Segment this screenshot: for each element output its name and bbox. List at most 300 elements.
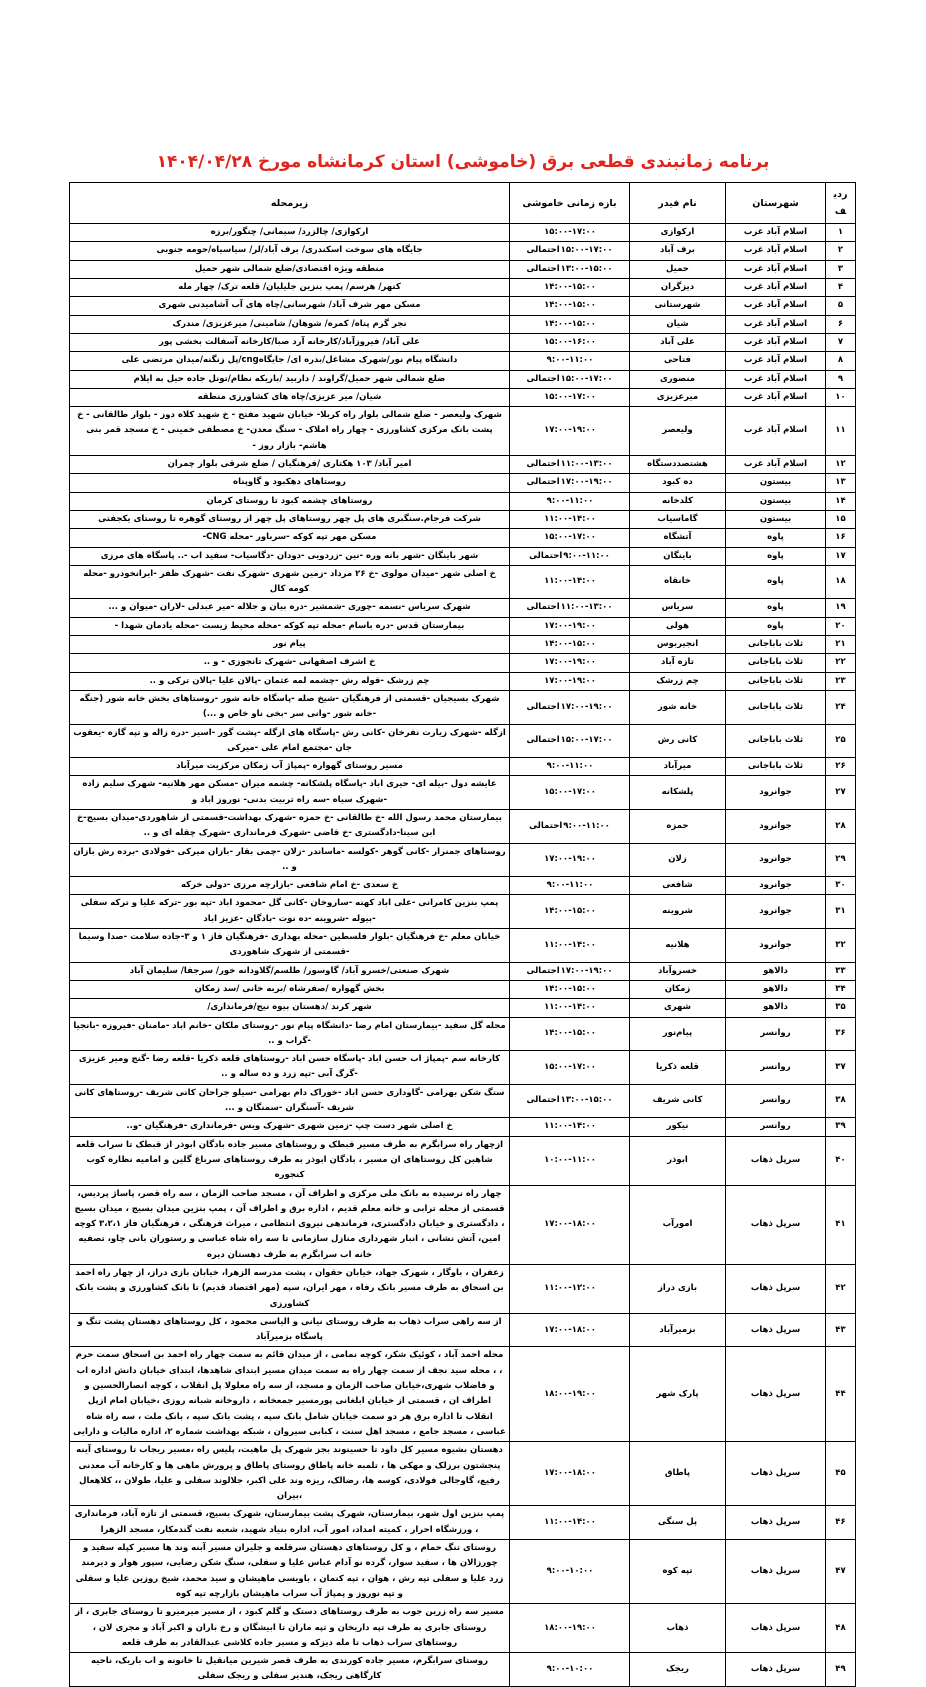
table-row [70,529,856,547]
cell-area: دانشگاه پیام نور/شهرک مشاغل/بدره ای/ جایگاهcng/پل زنگنه/میدان مرتضی علی [70,352,510,370]
table-row [70,776,856,810]
cell-area: بیمارستان قدس -دره باسام -محله تپه کوکه -محله محیط زیست -محله یادمان شهدا - [70,617,510,635]
time-range: ۱۱:۰۰-۱۴:۰۰ [544,576,596,587]
cell-county: جوانرود [726,929,826,963]
cell-feeder: تپه کوه [630,1540,726,1604]
cell-county: سرپل ذهاب [726,1506,826,1540]
cell-time [510,724,630,758]
table-row [70,617,856,635]
cell-row-number: ۴۱ [826,1185,856,1264]
table-row [70,1313,856,1347]
table-row [70,636,856,654]
cell-row-number: ۴۴ [826,1347,856,1442]
table-row [70,929,856,963]
table-row [70,352,856,370]
probable-label: احتمالی [526,735,560,746]
cell-county: روانسر [726,1118,826,1136]
cell-area: شهرک بسیجیان -قسمتی از فرهنگیان -شیخ صله -پاسگاه خانه شور -روستاهای بخش خانه شور (جنگه -خانه شور -وانی سر -بخی ناو خاص و ...) [70,690,510,724]
page-title: برنامه زمانبندی قطعی برق (خاموشی) استان کرمانشاه مورخ ۱۴۰۴/۰۴/۲۸ [156,152,770,172]
cell-row-number: ۱۷ [826,547,856,565]
cell-feeder: کانی رش [630,724,726,758]
cell-county: روانسر [726,1017,826,1051]
cell-area: روستای سرابگرم، مسیر جاده کورندی به طرف قصر شیرین میانقیل تا خانونه و اب باریک، ناحیه کارگاهی ریجک، هندیر سفلی و ریجک سفلی [70,1653,510,1687]
cell-feeder: کلدخانه [630,492,726,510]
cell-area: شهر باینگان -شهر بانه وره -نین -زردویی -دودان -دگاسیاب- سفید اب -.. پاسگاه های مرزی [70,547,510,565]
cell-time [510,565,630,599]
cell-time [510,474,630,492]
time-range: ۱۷:۰۰-۱۹:۰۰ [544,675,596,686]
header-time: بازه زمانی خاموشی [510,183,630,224]
cell-feeder: باینگان [630,547,726,565]
cell-time [510,315,630,333]
cell-area: دهستان بشیوه مسیر کل داود تا حسینوند بجز شهرک پل ماهیت، پلیس راه ،مسیر ریجاب تا روستای آینه پنجشتون برزلک و مهکی ها ، تلمبه خانه پاطاق روستای پاطاق و پرورش ماهی ها و کارخانه آب معدنی رفیع، گاوجالی فولادی، کوسه ها، رضالک، ریزه وند علی اکبر، جلالوند سفلی و علیا، طولان ،، کلاهعال ،بیران [70,1442,510,1506]
table-row [70,843,856,877]
cell-county: اسلام آباد غرب [726,333,826,351]
cell-time [510,672,630,690]
cell-county: اسلام آباد غرب [726,315,826,333]
table-row [70,1051,856,1085]
cell-time [510,492,630,510]
cell-feeder: ده کبود [630,474,726,492]
table-row [70,1540,856,1604]
table-row [70,510,856,528]
cell-county: سرپل ذهاب [726,1604,826,1653]
cell-time [510,297,630,315]
cell-county: اسلام آباد غرب [726,279,826,297]
cell-county: سرپل ذهاب [726,1442,826,1506]
header-row-number: ردیف [826,183,856,224]
table-row [70,1084,856,1118]
cell-row-number: ۱۰ [826,388,856,406]
cell-time [510,843,630,877]
cell-row-number: ۱۸ [826,565,856,599]
time-range: ۹:۰۰-۱۱:۰۰ [546,880,594,891]
cell-area: ازچهار راه سرابگرم به طرف مسیر قبطک و روستاهای مسیر جاده بادگان ابوذر از قبطک تا سراب قلعه شاهین کل روستاهای ان مسیر ، بادگان ابوذر به طرف روستاهای سرباغ گلین و امامیه نظاره کوب کنجوره [70,1136,510,1185]
time-range: ۱۷:۰۰-۱۹:۰۰ [560,701,613,712]
cell-area: خیابان معلم -خ فرهنگیان -بلوار فلسطین -محله بهداری -فرهنگیان فاز ۱ و ۳-جاده سلامت -صدا وسیما -قسمتی از شهرک شاهوردی [70,929,510,963]
time-range: ۱۱:۰۰-۱۳:۰۰ [560,459,613,470]
cell-time [510,1442,630,1506]
table-row [70,672,856,690]
cell-time [510,352,630,370]
table-row [70,809,856,843]
cell-time [510,690,630,724]
cell-area: ضلع شمالی شهر حمیل/گراوند / داربید /باریکه نظام/تونل جاده حیل به ایلام [70,370,510,388]
cell-county: سرپل ذهاب [726,1313,826,1347]
cell-county: ثلاث باباجانی [726,758,826,776]
cell-county: بیستون [726,492,826,510]
time-range: ۱۵:۰۰-۱۷:۰۰ [544,1061,596,1072]
cell-time [510,407,630,456]
cell-feeder: زلان [630,843,726,877]
time-range: ۹:۰۰-۱۱:۰۰ [563,820,610,831]
cell-county: ثلاث باباجانی [726,636,826,654]
cell-feeder: شیان [630,315,726,333]
probable-label: احتمالی [526,965,560,976]
cell-area: شهر کرند /دهستان بیوه نیج/فرمانداری/ [70,999,510,1017]
cell-time [510,1017,630,1051]
cell-county: پاوه [726,547,826,565]
cell-feeder: دیزگران [630,279,726,297]
cell-feeder: سریاس [630,599,726,617]
cell-feeder: آتشگاه [630,529,726,547]
cell-county: روانسر [726,1084,826,1118]
cell-time [510,1313,630,1347]
probable-label: احتمالی [526,373,560,384]
cell-county: اسلام آباد غرب [726,224,826,242]
table-header-row [70,183,856,224]
header-area: زیرمحله [70,183,510,224]
cell-row-number: ۲۴ [826,690,856,724]
cell-county: ثلاث باباجانی [726,672,826,690]
cell-feeder: شافعی [630,877,726,895]
cell-row-number: ۳ [826,260,856,278]
time-range: ۱۷:۰۰-۱۹:۰۰ [544,620,596,631]
time-range: ۱۵:۰۰-۱۷:۰۰ [560,735,613,746]
table-row [70,1347,856,1442]
cell-row-number: ۲۹ [826,843,856,877]
cell-time [510,636,630,654]
time-range: ۱۷:۰۰-۱۸:۰۰ [544,1324,596,1335]
cell-row-number: ۸ [826,352,856,370]
cell-time [510,1653,630,1687]
cell-feeder: پیام‌نور [630,1017,726,1051]
cell-time [510,999,630,1017]
cell-area: خ سعدی -خ امام شافعی -بازارچه مرزی -دولی خرکه [70,877,510,895]
cell-feeder: تازه آباد [630,654,726,672]
cell-feeder: پارک شهر [630,1347,726,1442]
time-range: ۹:۰۰-۱۱:۰۰ [546,495,594,506]
table-row [70,1653,856,1687]
cell-area: بخش گهواره /صفرشاه /بربه خانی /سد زمکان [70,980,510,998]
table-row [70,1265,856,1314]
cell-time [510,1604,630,1653]
cell-area: منطقه ویژه اقتصادی/ضلع شمالی شهر حمیل [70,260,510,278]
time-range: ۱۷:۰۰-۱۹:۰۰ [544,854,596,865]
cell-time [510,370,630,388]
cell-time [510,1118,630,1136]
cell-county: ثلاث باباجانی [726,690,826,724]
time-range: ۱۷:۰۰-۱۹:۰۰ [544,425,596,436]
cell-row-number: ۳۱ [826,895,856,929]
time-range: ۱۵:۰۰-۱۷:۰۰ [560,245,613,256]
cell-area: پیام نور [70,636,510,654]
cell-area: پمپ بنزین کامرانی -علی اباد کهنه -ساروخان -کانی گل -محمود اباد -تپه بور -ترکه علیا و ترکه سفلی -بیوله -شروینه -ده نوت -بادگان -عزیز اباد [70,895,510,929]
cell-county: سرپل ذهاب [726,1347,826,1442]
cell-feeder: قلعه ذکریا [630,1051,726,1085]
cell-area: پمپ بنزین اول شهر، بیمارستان، شهرک پشت بیمارستان، شهرک بسیج، قسمتی از تازه آباد، فرمانداری ، ورزشگاه احرار ، کمیته امداد، امور آب، اداره بنیاد شهید، شعبه نفت گندمکار، مسجد الزهرا [70,1506,510,1540]
cell-feeder: برف آباد [630,242,726,260]
time-range: ۱۴:۰۰-۱۵:۰۰ [544,300,596,311]
cell-row-number: ۳۵ [826,999,856,1017]
table-row [70,654,856,672]
probable-label: احتمالی [529,550,563,561]
probable-label: احتمالی [526,263,560,274]
cell-county: دالاهو [726,999,826,1017]
cell-county: سرپل ذهاب [726,1136,826,1185]
cell-area: چهار راه نرسیده به بانک ملی مرکزی و اطراف آن ، مسجد صاحب الزمان ، سه راه قصر، پاساژ پردیس، قسمتی از محله ترابی و خانه معلم قدیم ، اداره برق و اطراف آن ، پمپ بنزین میدان بسیج ، میدان بسیج ، دادگستری و خیابان دادگستری، فرماندهی نیروی انتظامی ، میراث فرهنگی ، فرهنگیان فاز ۳،۲،۱ کوچه امین، آتش نشانی ، انبار شهرداری منازل سازمانی تا سه راه شاه عباسی و رستوران بانی چاو، تصفیه خانه اب سرابگرم به طرف دهستان دیره [70,1185,510,1264]
probable-label: احتمالی [526,701,560,712]
time-range: ۱۱:۰۰-۱۴:۰۰ [544,1517,596,1528]
time-range: ۱۴:۰۰-۱۵:۰۰ [544,1028,596,1039]
cell-county: بیستون [726,474,826,492]
cell-area: روستاهای چشمه کبود تا روستای کرمان [70,492,510,510]
cell-feeder: ولیعصر [630,407,726,456]
cell-time [510,529,630,547]
probable-label: احتمالی [526,459,560,470]
cell-feeder: هشتصددستگاه [630,456,726,474]
cell-feeder: شهری [630,999,726,1017]
time-range: ۱۴:۰۰-۱۵:۰۰ [544,906,596,917]
time-range: ۱۷:۰۰-۱۸:۰۰ [544,1219,596,1230]
cell-area: عایشه دول -بیله ای- حیری اباد -پاسگاه پلشکانه- چشمه میران -مسکن مهر هلانیه- شهرک سلیم زاده -شهرک سیاه -سه راه تربیت بدنی- نوروز اباد و [70,776,510,810]
table-row [70,260,856,278]
cell-row-number: ۱۳ [826,474,856,492]
cell-row-number: ۱۹ [826,599,856,617]
table-row [70,224,856,242]
cell-row-number: ۲۸ [826,809,856,843]
cell-row-number: ۲۷ [826,776,856,810]
cell-area: زعفران ، باوگار ، شهرک جهاد، خیابان حقوان ، پشت مدرسه الزهرا، خیابان بازی دراز، از چهار راه احمد بن اسحاق به طرف مسیر بانک رفاه ، مهر ایران، سپه (مهر اقتصاد قدیم) تا بانک کشاورزی و پشت بانک کشاورزی [70,1265,510,1314]
cell-time [510,1265,630,1314]
table-row [70,370,856,388]
cell-area: کارخانه سم -پمپاژ اب حسن اباد -پاسگاه حسن اباد -روستاهای قلعه ذکریا -قلعه رضا -گنج ومیر عزیزی -گرگ آبی -تپه زرد و ده ساله و .. [70,1051,510,1085]
time-range: ۹:۰۰-۱۱:۰۰ [563,550,610,561]
cell-county: جوانرود [726,843,826,877]
cell-area: جایگاه های سوخت اسکندری/ برف آباد/لر/ سیاسیاه/حومه جنوبی [70,242,510,260]
cell-area: بیمارستان محمد رسول الله -خ طالقانی -خ حمزه -شهرک بهداشت-قسمتی از شاهوردی-میدان بسیج-خ ابن سینا-دادگستری -خ قاضی -شهرک فرمانداری -شهرک چقله ای و .. [70,809,510,843]
time-range: ۱۴:۰۰-۱۵:۰۰ [544,318,596,329]
table-row [70,895,856,929]
cell-row-number: ۳۳ [826,962,856,980]
cell-feeder: شهرستانی [630,297,726,315]
cell-time [510,260,630,278]
time-range: ۹:۰۰-۱۱:۰۰ [546,355,594,366]
cell-row-number: ۶ [826,315,856,333]
probable-label: احتمالی [526,602,560,613]
cell-time [510,1506,630,1540]
cell-row-number: ۲۱ [826,636,856,654]
cell-time [510,980,630,998]
time-range: ۱۰:۰۰-۱۱:۰۰ [544,1154,596,1165]
cell-feeder: کانی شریف [630,1084,726,1118]
cell-county: دالاهو [726,962,826,980]
cell-time [510,279,630,297]
probable-label: احتمالی [529,820,563,831]
cell-county: جوانرود [726,877,826,895]
cell-area: شهرک ولیعصر - ضلع شمالی بلوار راه کربلا- خیابان شهید مفتح - خ شهید کلاه دوز - بلوار طالقانی - خ پشت بانک مرکزی کشاورزی - چهار راه املاک - سنگ معدن- خ مصطفی خمینی - خ مسجد قمر بنی هاشم- بازار روز - [70,407,510,456]
table-row [70,565,856,599]
time-range: ۱۸:۰۰-۱۹:۰۰ [544,1622,596,1633]
time-range: ۱۷:۰۰-۱۹:۰۰ [560,477,613,488]
table-row [70,333,856,351]
time-range: ۹:۰۰-۱۰:۰۰ [546,1565,594,1576]
cell-feeder: میرآباد [630,758,726,776]
table-row [70,1118,856,1136]
cell-county: جوانرود [726,776,826,810]
cell-county: سرپل ذهاب [726,1185,826,1264]
time-range: ۱۵:۰۰-۱۷:۰۰ [544,391,596,402]
cell-time [510,333,630,351]
table-row [70,758,856,776]
cell-county: اسلام آباد غرب [726,352,826,370]
cell-feeder: ابوذر [630,1136,726,1185]
cell-area: شرکت فرجام.سنگبری های پل چهر روستاهای پل چهر از روستای گوهره تا روستای یکجفتی [70,510,510,528]
cell-row-number: ۴۹ [826,1653,856,1687]
cell-area: روستاهای جمنرار -کانی گوهر -کولسه -ماساندر -زلان -چمی بقار -بازان میرکی -فولادی -برده رش بازان و .. [70,843,510,877]
cell-feeder: هلانیه [630,929,726,963]
cell-row-number: ۹ [826,370,856,388]
cell-area: مسیر روستای گهواره -پمپاژ آب زمکان مرکزیت میرآباد [70,758,510,776]
table-row [70,315,856,333]
cell-time [510,962,630,980]
cell-area: ارکوازی/ چالزرد/ سیمانی/ چنگور/برزه [70,224,510,242]
cell-feeder: پاطاق [630,1442,726,1506]
cell-row-number: ۲۵ [826,724,856,758]
cell-row-number: ۳۹ [826,1118,856,1136]
cell-time [510,895,630,929]
time-range: ۱۷:۰۰-۱۹:۰۰ [560,965,613,976]
cell-feeder: شروینه [630,895,726,929]
cell-county: پاوه [726,565,826,599]
cell-county: دالاهو [726,980,826,998]
cell-row-number: ۴۰ [826,1136,856,1185]
cell-time [510,242,630,260]
table-row [70,980,856,998]
time-range: ۱۱:۰۰-۱۳:۰۰ [560,602,613,613]
cell-row-number: ۳۲ [826,929,856,963]
cell-feeder: ارکوازی [630,224,726,242]
table-row [70,724,856,758]
cell-feeder: پل سنگی [630,1506,726,1540]
cell-feeder: خانه شور [630,690,726,724]
cell-row-number: ۵ [826,297,856,315]
cell-area: محله احمد آباد ، کوئیک شکر، کوچه نمامی ، از میدان قائم به سمت چهار راه احمد بن اسحاق سمت حرم ، ، محله سید نجف از سمت چهار راه به سمت میدان مسیر ابتدای شاهدها، ابتدای خیابان دانش اداره اب و فاضلاب شهری،خیابان صاحب الزمان و مسجد، از سه راه معلولا پل انقلاب ، کوچه انصارالحسین و اطراف ان ، قسمتی از خیابان ابلغانی پورمسیر جمعخانه ، داروخانه شبانه روزی ،خیابان امام ازپل انقلاب تا اداره برق هر دو سمت خیابان شامل بانک سپه ، پشت بانک سپه ، بانک ملت ، سه راه شاه عباسی ، مسجد جامع ، مسجد اهل سنت ، کبابی سیروان ، شبکه بهداشت شماره ۲، اداره مالیات و دارایی [70,1347,510,1442]
cell-area: شیان/ میر عزیزی/چاه های کشاورزی منطقه [70,388,510,406]
cell-area: محله گل سفید -بیمارستان امام رضا -دانشگاه پیام نور -روستای ملکان -خانم اباد -مامنان -فیروزه -بانجیا -گراب و .. [70,1017,510,1051]
cell-row-number: ۴۷ [826,1540,856,1604]
cell-feeder: هولی [630,617,726,635]
cell-row-number: ۳۴ [826,980,856,998]
cell-time [510,1084,630,1118]
cell-area: چم زرشک -قوله رش -چشمه لمه عثمان -پالان علیا -پالان ترکی و .. [70,672,510,690]
time-range: ۱۱:۰۰-۱۴:۰۰ [544,513,596,524]
cell-feeder: خانقاه [630,565,726,599]
cell-time [510,1136,630,1185]
cell-area: خ اشرف اصفهانی -شهرک تانجوزی - و .. [70,654,510,672]
cell-row-number: ۴ [826,279,856,297]
cell-county: سرپل ذهاب [726,1540,826,1604]
table-row [70,1017,856,1051]
cell-time [510,1185,630,1264]
cell-row-number: ۱۵ [826,510,856,528]
cell-row-number: ۴۸ [826,1604,856,1653]
cell-area: خ اصلی شهر دست چپ -زمین شهری -شهرک وبس -فرمانداری -فرهنگیان -و.. [70,1118,510,1136]
cell-row-number: ۳۸ [826,1084,856,1118]
cell-time [510,547,630,565]
cell-row-number: ۲۶ [826,758,856,776]
table-row [70,407,856,456]
table-row [70,1442,856,1506]
time-range: ۱۱:۰۰-۱۴:۰۰ [544,1002,596,1013]
cell-row-number: ۱۶ [826,529,856,547]
cell-feeder: فتاحی [630,352,726,370]
cell-county: اسلام آباد غرب [726,370,826,388]
cell-area: مسکن مهر شرف آباد/ شهرسانی/چاه های آب آشامیدنی شهری [70,297,510,315]
header-feeder: نام فیدر [630,183,726,224]
cell-feeder: انجیربوس [630,636,726,654]
time-range: ۱۸:۰۰-۱۹:۰۰ [544,1388,596,1399]
table-row [70,999,856,1017]
cell-time [510,877,630,895]
table-row [70,547,856,565]
cell-county: اسلام آباد غرب [726,297,826,315]
cell-row-number: ۷ [826,333,856,351]
cell-row-number: ۱۴ [826,492,856,510]
time-range: ۱۳:۰۰-۱۵:۰۰ [560,263,613,274]
cell-time [510,510,630,528]
cell-area: خ اصلی شهر -میدان مولوی -خ ۲۶ مرداد -زمین شهری -شهرک نفت -شهرک ظفر -ایرانخودرو -محله کومه کال [70,565,510,599]
cell-feeder: منصوری [630,370,726,388]
time-range: ۹:۰۰-۱۰:۰۰ [546,1663,594,1674]
cell-row-number: ۲۲ [826,654,856,672]
cell-area: روستاهای دهکبود و گاوپناه [70,474,510,492]
cell-time [510,456,630,474]
table-row [70,456,856,474]
table-row [70,388,856,406]
cell-feeder: علی آباد [630,333,726,351]
cell-county: اسلام آباد غرب [726,242,826,260]
probable-label: احتمالی [526,245,560,256]
cell-county: اسلام آباد غرب [726,407,826,456]
cell-feeder: خسروآباد [630,962,726,980]
table-row [70,242,856,260]
cell-area: شهرک صنعتی/خسرو آباد/ گاوسور/ طلسم/گلاودانه خور/ سرجفا/ سلیمان آباد [70,962,510,980]
cell-area: نجر گرم پناه/ کمره/ شوهان/ شامینی/ میرعزیزی/ مندرک [70,315,510,333]
cell-feeder: ذهاب [630,1604,726,1653]
cell-county: جوانرود [726,809,826,843]
cell-time [510,1540,630,1604]
cell-time [510,388,630,406]
cell-county: سرپل ذهاب [726,1653,826,1687]
cell-row-number: ۲ [826,242,856,260]
table-row [70,492,856,510]
cell-time [510,654,630,672]
cell-time [510,599,630,617]
cell-row-number: ۴۲ [826,1265,856,1314]
cell-county: پاوه [726,529,826,547]
cell-feeder: میرعزیزی [630,388,726,406]
cell-county: اسلام آباد غرب [726,456,826,474]
cell-area: ازگله -شهرک زیارت نفرخان -کانی رش -پاسگاه های ازگله -پشت گور -اسیر -دره زاله و تپه گازه -یعقوب جان -مجتمع امام علی -میرکی [70,724,510,758]
cell-feeder: زمکان [630,980,726,998]
cell-county: ثلاث باباجانی [726,724,826,758]
table-row [70,962,856,980]
time-range: ۹:۰۰-۱۱:۰۰ [546,761,594,772]
table-row [70,1136,856,1185]
cell-county: بیستون [726,510,826,528]
cell-feeder: پلشکانه [630,776,726,810]
table-row [70,877,856,895]
cell-time [510,224,630,242]
time-range: ۱۵:۰۰-۱۷:۰۰ [544,227,596,238]
probable-label: احتمالی [526,477,560,488]
cell-row-number: ۴۶ [826,1506,856,1540]
header-county: شهرستان [726,183,826,224]
cell-time [510,1347,630,1442]
table-row [70,1604,856,1653]
cell-county: روانسر [726,1051,826,1085]
